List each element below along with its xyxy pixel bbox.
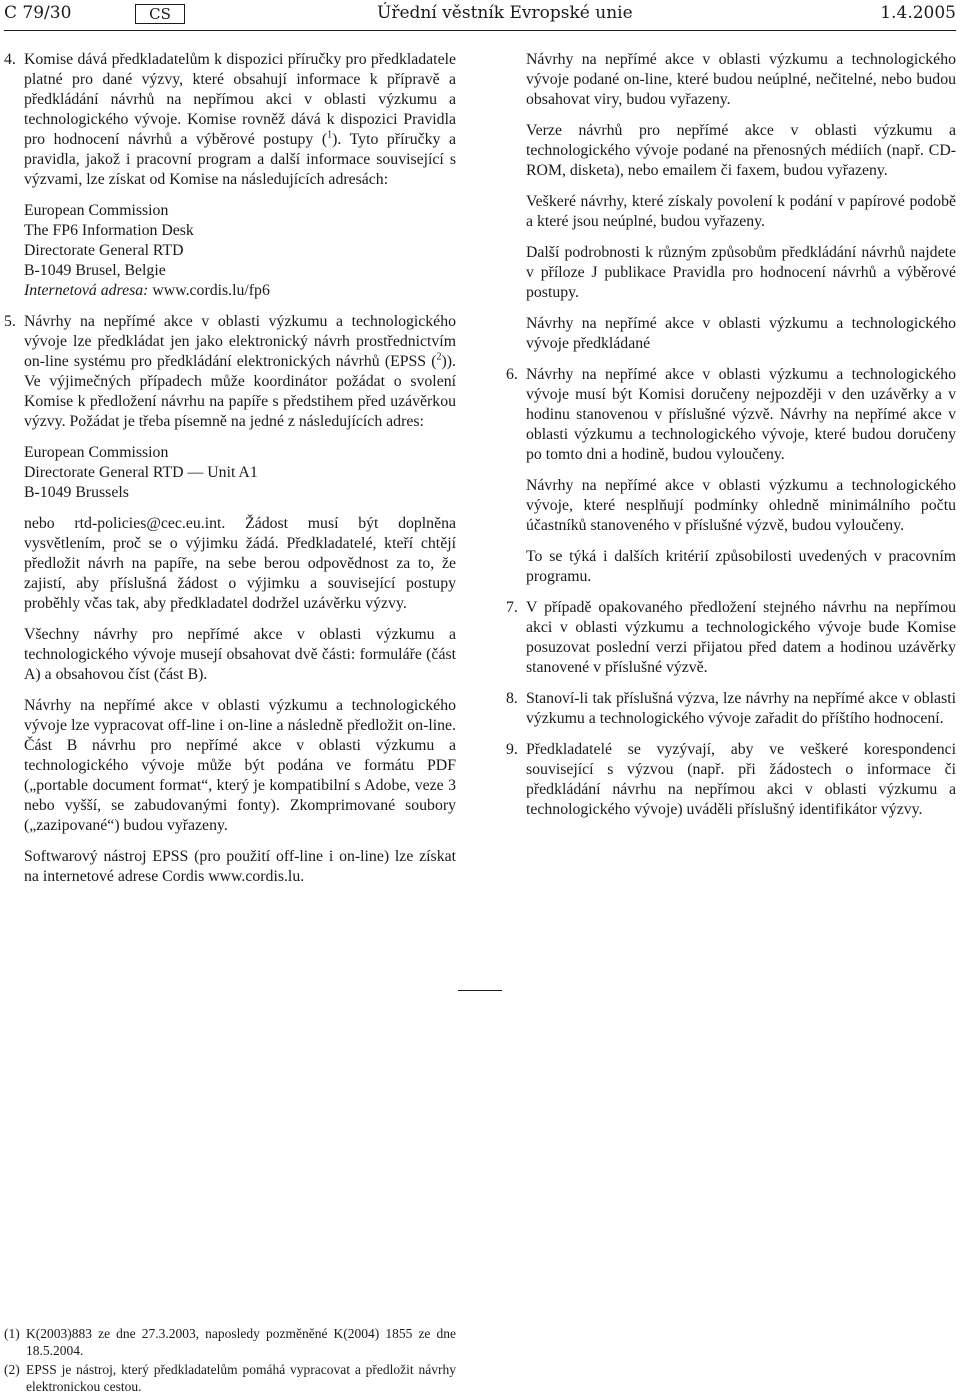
internet-address: [24, 281, 456, 301]
address-block-2: [4, 443, 456, 503]
footnote: [4, 1361, 456, 1395]
paragraph-details: Další podrobnosti k různým způsobům předkládání návrhů najdete v příloze J publikace Pravidla pro hodnocení návrhů a výběrové postupy.: [526, 244, 956, 301]
footnote-text: EPSS je nástroj, který předkladatelům pomáhá vypracovat a předložit návrhy elektronickou cestou.: [26, 1362, 456, 1394]
paragraph-number: 9.: [506, 741, 518, 758]
paragraph-text: )). Ve výjimečných případech může koordinátor požádat o svolení Komise k předložení návrhu na papíře s předstihem před uzávěrkou výzvy. Požádat je třeba písemně na jedné z následujících adres:: [24, 353, 456, 430]
left-column: [4, 50, 456, 898]
footnote-ref[interactable]: 2: [436, 351, 442, 363]
paragraph-incomplete: Návrhy na nepřímé akce v oblasti výzkumu a technologického vývoje podané on-line, které budou neúplné, nečitelné, nebo budou obsahovat viry, budou vyřazeny.: [526, 51, 956, 108]
header-divider: [4, 30, 956, 31]
footnote-ref[interactable]: 1: [327, 129, 333, 141]
paragraph-8: [506, 689, 956, 729]
paragraph-text: Návrhy na nepřímé akce v oblasti výzkumu a technologického vývoje lze předkládat jen jako elektronický návrh prostřednictvím on-line systému pro předkládání elektronických návrhů (EPSS (: [24, 313, 456, 370]
footnote-number: (2): [4, 1362, 20, 1377]
address-line: The FP6 Information Desk: [24, 222, 194, 239]
internet-label: Internetová adresa:: [24, 282, 149, 299]
paragraph-offline: Návrhy na nepřímé akce v oblasti výzkumu a technologického vývoje lze vypracovat off-line i on-line a následně předložit on-line. Část B návrhu pro nepřímé akce v oblasti výzkumu a technologického vývoje může být podána ve formátu PDF („portable document format“, který je kompatibilní s Adobe, veze 3 nebo vyšší, se zabudovanými fonty). Zkomprimované soubory („zazipované“) budou vyřazeny.: [24, 697, 456, 834]
internet-link[interactable]: www.cordis.lu/fp6: [148, 282, 270, 299]
paragraph-5: [4, 312, 456, 432]
paragraph-7: [506, 598, 956, 678]
paragraph-number: 7.: [506, 599, 518, 616]
journal-title: Úřední věstník Evropské unie: [377, 3, 633, 23]
paragraph-submitted: Návrhy na nepřímé akce v oblasti výzkumu a technologického vývoje předkládané: [526, 315, 956, 352]
paragraph-4: [4, 50, 456, 190]
paragraph-6c: To se týká i dalších kritérií způsobilosti uvedených v pracovním programu.: [526, 548, 956, 585]
paragraph-number: 5.: [4, 313, 16, 330]
page-header: [4, 0, 956, 32]
paragraph-number: 8.: [506, 690, 518, 707]
paragraph-media: Verze návrhů pro nepřímé akce v oblasti výzkumu a technologického vývoje podané na přenosných médiích (např. CD-ROM, disketa), nebo emailem či faxem, budou vyřazeny.: [526, 122, 956, 179]
paragraph-6: [506, 365, 956, 465]
right-column: [506, 50, 956, 831]
address-line: B-1049 Brusel, Belgie: [24, 262, 166, 279]
address-block-1: [4, 201, 456, 301]
address-line: B-1049 Brussels: [24, 484, 129, 501]
paragraph-parts: Všechny návrhy pro nepřímé akce v oblasti výzkumu a technologického vývoje musejí obsahovat dvě části: formuláře (část A) a obsahovou číst (část B).: [24, 626, 456, 683]
paragraph-epss: Softwarový nástroj EPSS (pro použití off-line i on-line) lze získat na internetové adrese Cordis www.cordis.lu.: [24, 848, 456, 885]
paragraph-text: Komise dává předkladatelům k dispozici příručky pro předkladatele platné pro dané výzvy, které obsahují informace k přípravě a předkládání návrhů na nepřímou akci v oblasti výzkumu a technologického vývoje. Komise rovněž dává k dispozici Pravidla pro hodnocení návrhů a výběrové postupy (: [24, 51, 456, 148]
paragraph-text: Návrhy na nepřímé akce v oblasti výzkumu a technologického vývoje musí být Komisi doručeny nejpozději v den uzávěrky a v hodinu stanovenou v příslušné výzvě. Návrhy na nepřímé akce v oblasti výzkumu a technologického vývoje, které budou doručeny po tomto dni a hodině, budou vyloučeny.: [526, 366, 956, 463]
address-line: European Commission: [24, 444, 169, 461]
footnote-text: K(2003)883 ze dne 27.3.2003, naposledy pozměněné K(2004) 1855 ze dne 18.5.2004.: [26, 1326, 456, 1358]
address-line: Directorate General RTD: [24, 242, 184, 259]
paragraph-number: 4.: [4, 51, 16, 68]
paragraph-text: Předkladatelé se vyzývají, aby ve veškeré korespondenci související s výzvou (např. při žádostech o informace či předkládání návrhu na nepřímou akci v oblasti výzkumu a technologického vývoje) uváděli příslušný identifikátor výzvy.: [526, 741, 956, 818]
issue-number: C 79/30: [4, 3, 72, 23]
paragraph-number: 6.: [506, 366, 518, 383]
paragraph-email: nebo rtd-policies@cec.eu.int. Žádost musí být doplněna vysvětlením, proč se o výjimku žádá. Předkladatelé, kteří chtějí předložit návrh na papíře, na sebe berou odpovědnost za to, že zajistí, aby příslušná žádost o výjimku a související postupy proběhly včas tak, aby předkladatel dodržel uzávěrku výzvy.: [24, 515, 456, 612]
paragraph-text: V případě opakovaného předložení stejného návrhu na nepřímou akci v oblasti výzkumu a technologického vývoje bude Komise posuzovat poslední verzi přijatou před datem a hodinou uzávěrky stanovené v příslušné výzvě.: [526, 599, 956, 676]
paragraph-6b: Návrhy na nepřímé akce v oblasti výzkumu a technologického vývoje, které nesplňují podmínky ohledně minimálního počtu účastníků stanoveného v příslušné výzvě, budou vyloučeny.: [526, 477, 956, 534]
address-line: European Commission: [24, 202, 169, 219]
paragraph-text: Stanoví-li tak příslušná výzva, lze návrhy na nepřímé akce v oblasti výzkumu a technologického vývoje zařadit do příštího hodnocení.: [526, 690, 956, 727]
footnote-number: (1): [4, 1326, 20, 1341]
language-code: CS: [135, 4, 185, 24]
paragraph-9: [506, 740, 956, 820]
issue-date: 1.4.2005: [880, 3, 956, 23]
address-line: Directorate General RTD — Unit A1: [24, 464, 258, 481]
section-end-rule: [458, 990, 502, 991]
footnote: [4, 1325, 456, 1359]
paragraph-paper: Veškeré návrhy, které získaly povolení k podání v papírové podobě a které jsou neúplné, budou vyřazeny.: [526, 193, 956, 230]
footnotes: [4, 1325, 456, 1397]
paragraph-text: ). Tyto příručky a pravidla, jakož i pracovní program a další informace související s výzvami, lze získat od Komise na následujících adresách:: [24, 131, 457, 188]
